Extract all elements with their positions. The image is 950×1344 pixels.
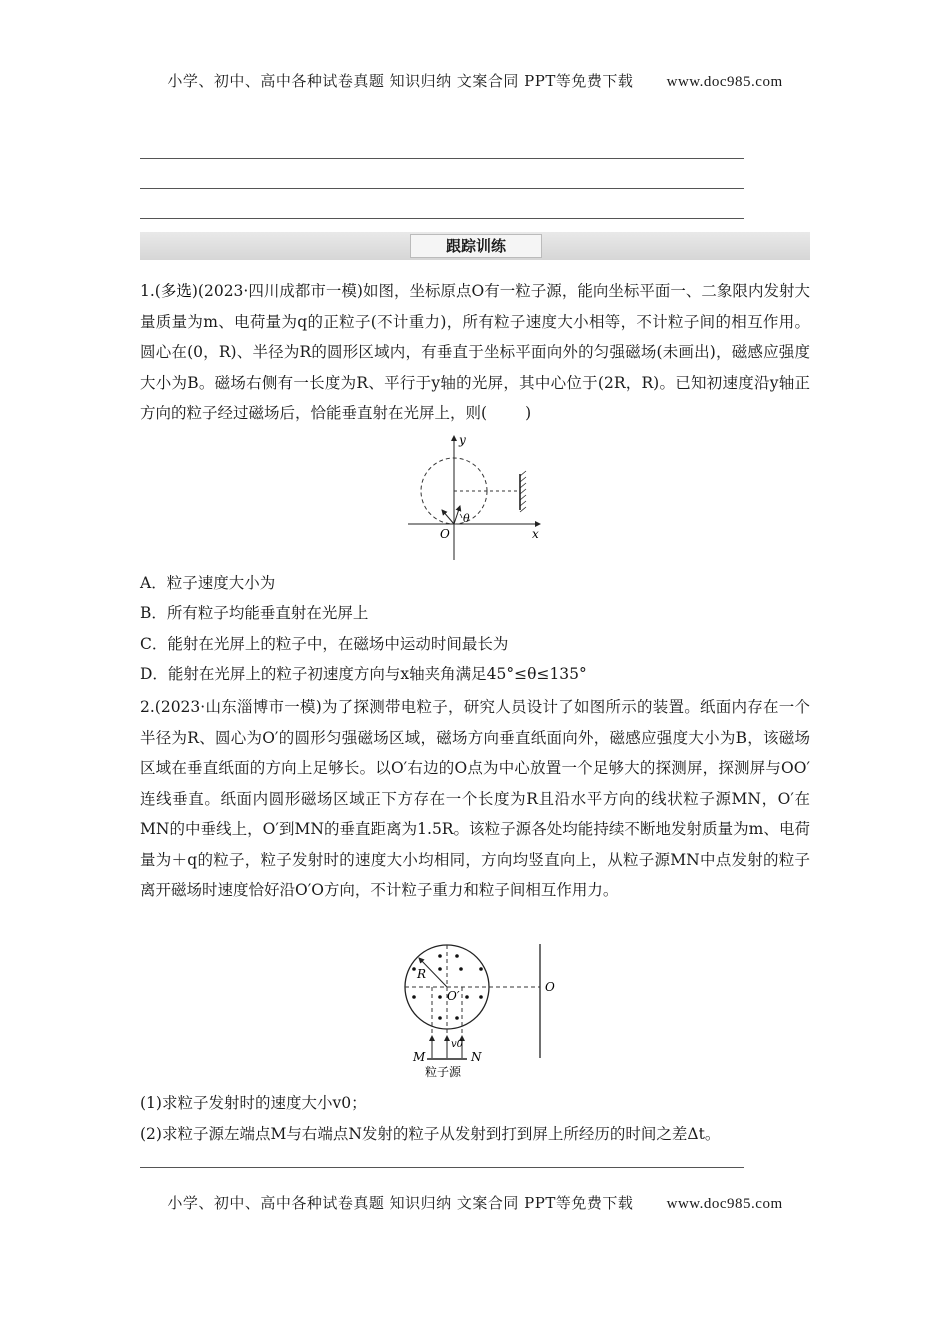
page-header: [0, 70, 950, 91]
label-n: N: [471, 1050, 482, 1064]
label-m: M: [413, 1050, 426, 1064]
label-o: O: [440, 527, 450, 541]
answer-line: [140, 158, 744, 159]
label-r: R: [417, 967, 427, 981]
velocity-arrow: [442, 510, 454, 524]
question-2: 2.(2023·山东淄博市一模)为了探测带电粒子，研究人员设计了如图所示的装置。纸面内存在一个半径为R、圆心为O′的圆形匀强磁场区域，磁场方向垂直纸面向外，磁感应强度大小为B，该磁场区域在垂直纸面的方向上足够长。以O′右边的O点为中心放置一个足够大的探测屏，探测屏与OO′连线垂直。纸面内圆形磁场区域正下方存在一个长度为R且沿水平方向的线状粒子源MN，O′在MN的中垂线上，O′到MN的垂直距离为1.5R。该粒子源各处均能持续不断地发射质量为m、电荷量为＋q的粒子，粒子发射时的速度大小均相同，方向均竖直向上，从粒子源MN中点发射的粒子离开磁场时速度恰好沿O′O方向，不计粒子重力和粒子间相互作用力。: [140, 698, 810, 899]
section-title: 跟踪训练: [410, 234, 542, 258]
footer-site[interactable]: www.doc985.com: [666, 1196, 783, 1212]
label-v0: v0: [451, 1039, 464, 1050]
label-o-prime: O′: [447, 989, 460, 1003]
answer-line: [140, 188, 744, 189]
figure-1: [400, 430, 550, 565]
header-text: 小学、初中、高中各种试卷真题 知识归纳 文案合同 PPT等免费下载: [167, 72, 634, 90]
question-2-part-2: (2)求粒子源左端点M与右端点N发射的粒子从发射到打到屏上所经历的时间之差Δt。: [140, 1125, 721, 1143]
question-1: [140, 276, 810, 429]
q1-body: )(2023·四川成都市一模)如图，坐标原点O有一粒子源，能向坐标平面一、二象限内发射大量质量为m、电荷量为q的正粒子(不计重力)，所有粒子速度大小相等，不计粒子间的相互作用。圆心在(0，R)、半径为R的圆形区域内，有垂直于坐标平面向外的匀强磁场(未画出)，磁感应强度大小为B。磁场右侧有一长度为R、平行于y轴的光屏，其中心位于(2R，R)。已知初速度沿y轴正方向的粒子经过磁场后，恰能垂直射在光屏上，则(: [140, 282, 810, 422]
label-source: 粒子源: [425, 1065, 462, 1079]
option-b[interactable]: B．所有粒子均能垂直射在光屏上: [140, 604, 369, 622]
page-footer: [0, 1192, 950, 1213]
q1-close: ): [525, 404, 532, 422]
label-y: y: [459, 433, 466, 447]
q1-tag: 多选: [160, 282, 192, 300]
option-d[interactable]: D．能射在光屏上的粒子初速度方向与x轴夹角满足45°≤θ≤135°: [140, 665, 587, 683]
label-x: x: [532, 527, 539, 541]
question-2-part-1: (1)求粒子发射时的速度大小v0；: [140, 1094, 367, 1112]
option-a[interactable]: A．粒子速度大小为: [140, 574, 276, 592]
answer-line: [140, 1167, 744, 1168]
header-site[interactable]: www.doc985.com: [666, 74, 783, 90]
figure-2: [395, 940, 585, 1080]
velocity-arrow: [454, 506, 460, 524]
answer-line: [140, 218, 744, 219]
footer-text: 小学、初中、高中各种试卷真题 知识归纳 文案合同 PPT等免费下载: [167, 1194, 634, 1212]
label-o: O: [545, 980, 555, 994]
label-theta: θ: [463, 512, 470, 525]
q1-prefix: 1.(: [140, 282, 161, 300]
option-c[interactable]: C．能射在光屏上的粒子中，在磁场中运动时间最长为: [140, 635, 509, 653]
